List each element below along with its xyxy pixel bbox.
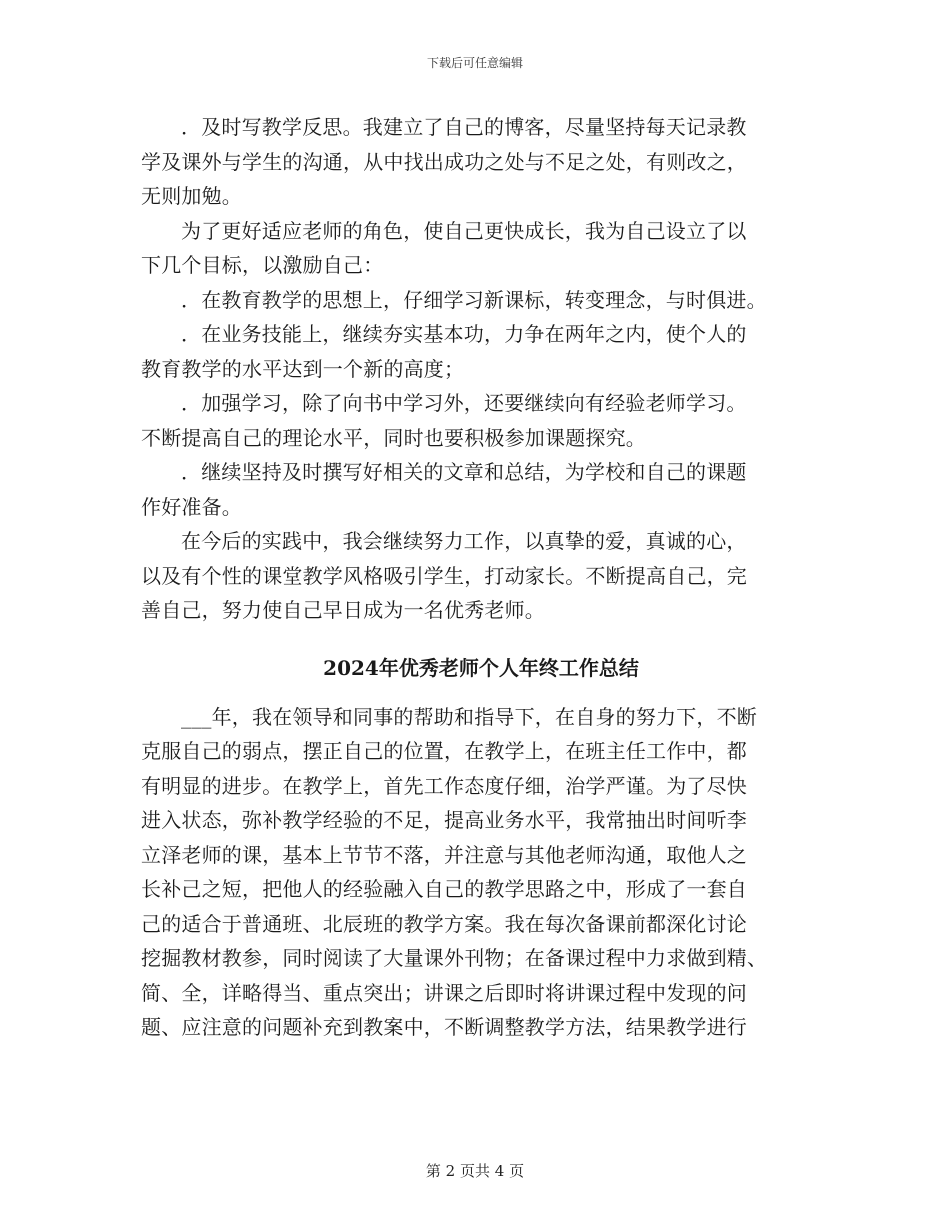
paragraph-line: 简、全，详略得当、重点突出；讲课之后即时将讲课过程中发现的问	[141, 980, 747, 1005]
paragraph-line: 学及课外与学生的沟通，从中找出成功之处与不足之处，有则改之，	[141, 149, 747, 174]
paragraph-line: ．在教育教学的思想上，仔细学习新课标，转变理念，与时俱进。	[181, 287, 767, 312]
paragraph-line: 克服自己的弱点，摆正自己的位置，在教学上，在班主任工作中，都	[141, 739, 747, 763]
document-title: 2024年优秀老师个人年终工作总结	[323, 655, 639, 680]
paragraph-line: 以及有个性的课堂教学风格吸引学生，打动家长。不断提高自己，完	[141, 563, 747, 588]
paragraph-line: 题、应注意的问题补充到教案中，不断调整教学方法，结果教学进行	[141, 1015, 747, 1039]
paragraph-line: ．继续坚持及时撰写好相关的文章和总结，为学校和自己的课题	[181, 460, 747, 484]
section-1	[141, 110, 821, 628]
paragraph-line: 立泽老师的课，基本上节节不落，并注意与其他老师沟通，取他人之	[141, 842, 747, 867]
paragraph-line: 教育教学的水平达到一个新的高度；	[141, 356, 465, 381]
paragraph-line: 不断提高自己的理论水平，同时也要积极参加课题探究。	[141, 425, 646, 450]
page-footer: 第 2 页共 4 页	[425, 1162, 525, 1180]
paragraph-line: ．加强学习，除了向书中学习外，还要继续向有经验老师学习。	[181, 391, 747, 415]
paragraph-line: 下几个目标，以激励自己：	[141, 253, 384, 277]
section-2	[141, 700, 821, 1045]
paragraph-line: 善自己，努力使自己早日成为一名优秀老师。	[141, 598, 545, 622]
paragraph-line: 长补己之短，把他人的经验融入自己的教学思路之中，形成了一套自	[141, 877, 747, 901]
paragraph-line: 作好准备。	[141, 494, 242, 519]
paragraph-line: 无则加勉。	[141, 184, 242, 208]
paragraph-line: 有明显的进步。在教学上，首先工作态度仔细，治学严谨。为了尽快	[141, 773, 747, 798]
paragraph-line: 己的适合于普通班、北辰班的教学方案。我在每次备课前都深化讨论	[141, 911, 747, 936]
page-header: 下载后可任意编辑	[426, 56, 523, 70]
document-body	[141, 110, 821, 1045]
paragraph-line: 在今后的实践中，我会继续努力工作，以真挚的爱，真诚的心，	[181, 529, 747, 553]
paragraph-line: ．在业务技能上，继续夯实基本功，力争在两年之内，使个人的	[181, 322, 747, 346]
paragraph-line: 为了更好适应老师的角色，使自己更快成长，我为自己设立了以	[181, 218, 747, 243]
paragraph-line: 挖掘教材教参，同时阅读了大量课外刊物；在备课过程中力求做到精、	[141, 946, 768, 970]
paragraph-line: ．及时写教学反思。我建立了自己的博客，尽量坚持每天记录教	[181, 115, 747, 139]
paragraph-line: ___年，我在领导和同事的帮助和指导下，在自身的努力下，不断	[181, 704, 757, 729]
paragraph-line: 进入状态，弥补教学经验的不足，提高业务水平，我常抽出时间听李	[141, 808, 747, 832]
